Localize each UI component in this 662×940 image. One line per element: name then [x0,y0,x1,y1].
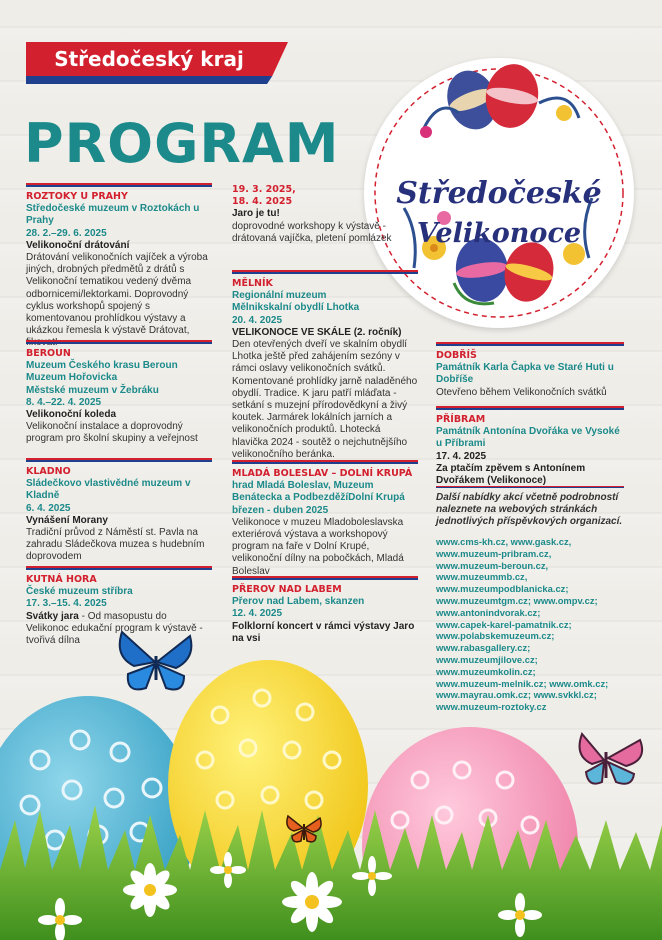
event-mlada-boleslav [232,460,418,578]
section-divider [232,460,418,464]
event-description: Tradiční průvod z Náměstí st. Pavla na zahradu Sládečkova muzea s hudebním doprovodem [26,527,205,563]
website-link[interactable]: www.antonindvorak.cz; [436,606,541,618]
event-name: Jaro je tu! [232,208,280,220]
event-venue: Sládečkovo vlastivědné muzeum v Kladně [26,478,191,502]
website-link[interactable]: www.polabskemuzeum.cz; [436,630,555,642]
event-name: Svátky jara [26,610,79,622]
event-venue: Mělnikskalní obydlí Lhotka [232,302,360,314]
easter-eggs-illustration [0,620,662,940]
banner-text: Středočeský kraj [54,47,244,71]
more-info [436,486,624,529]
event-name-row [232,327,418,339]
event-description: Drátování velikonočních vajíček a výroba jiných, drobných předmětů z drátů s Velikonoční tematikou vedený dvěma odbornicemi/lektorkami. Doprovodný cyklus workshopů spojený s komentovanou prohlídkou výstavy a ukázkou řemesla k výstavě Drátovat, fikovat! [26,252,208,349]
event-venue: Městské muzeum v Žebráku [26,384,159,396]
event-venue: Muzeum Českého krasu Beroun [26,360,178,372]
website-link[interactable]: www.mayrau.omk.cz; www.svkkl.cz; [436,689,597,701]
banner-blue-stripe [26,76,288,84]
event-date: 20. 4. 2025 [232,314,283,326]
section-divider [232,576,418,580]
orange-butterfly-icon [284,812,324,846]
event-venue: Muzeum Hořovicka [26,372,118,384]
event-region: PŘÍBRAM [436,414,486,425]
event-region: DOBŘÍŠ [436,350,477,361]
event-date: 12. 4. 2025 [232,608,283,620]
event-venue: Památník Karla Čapka ve Staré Huti u Dobříše [436,362,614,386]
event-pribram [436,406,624,487]
event-description: Den otevřených dveří ve skalním obydlí Lhotka ještě před zahájením sezóny v rámci oslavy velikonočních svátků. Komentované prohlídky jarně naladěného obydlí. Tradice. K jaru patří mláďata - setkání s muzejní přírodovědkyní a živý koutek. Jarmárek lokálních jarních a velikonočních produktů. Lhotecká hlavička 2024 - soutěž o nejchutnějšího velikonočního beránka. [232,339,418,460]
section-divider [436,406,624,410]
pink-butterfly-icon [574,726,650,792]
event-date: 18. 4. 2025 [232,196,293,208]
section-divider [26,183,212,187]
event-description: Velikonoce v muzeu Mladoboleslavska exteriérová výstava a workshopový program na faře v Dolní Krupé, velikonoční dílny na pobočkách, Mladá Boleslav [232,516,404,577]
event-melnik [232,270,418,461]
website-link[interactable]: www.muzeumtgm.cz; www.ompv.cz; [436,594,598,606]
event-venue: Regionální muzeum [232,290,327,302]
event-beroun [26,340,212,446]
event-date: 17. 4. 2025 [436,450,487,462]
website-link[interactable]: www.capek-karel-pamatnik.cz; [436,618,572,630]
event-roztoky-workshops [232,184,418,245]
event-region: BEROUN [26,348,71,359]
event-venue: Středočeské muzeum v Roztokách u Prahy [26,203,200,227]
event-region: MĚLNÍK [232,278,273,289]
event-date: 19. 3. 2025, [232,184,296,195]
event-name: VELIKONOCE VE SKÁLE [232,326,351,338]
event-region: PŘEROV NAD LABEM [232,584,342,595]
website-link[interactable]: www.muzeumpodblanicka.cz; [436,583,569,595]
logo-title-line2: Velikonoce [416,218,582,249]
section-divider [26,458,212,462]
website-link[interactable]: www.muzeumjilove.cz; [436,653,538,665]
section-divider [26,340,212,344]
event-date: 28. 2.–29. 6. 2025 [26,227,107,239]
website-link[interactable]: www.muzeummb.cz, [436,571,528,583]
blue-butterfly-icon [114,628,196,698]
website-link[interactable]: www.cms-kh.cz, www.gask.cz, [436,536,572,547]
event-description: doprovodné workshopy k výstavě - drátovaná vajíčka, pletení pomlázek [232,220,392,244]
section-divider [232,270,418,274]
event-name: Za ptačím zpěvem s Antonínem Dvořákem (Velikonoce) [436,462,586,487]
event-description: Velikonoční instalace a doprovodný program pro školní skupiny a veřejnost [26,421,198,445]
section-divider [436,486,624,488]
event-region: KLADNO [26,466,71,477]
event-region: KUTNÁ HORA [26,574,97,585]
event-dobris [436,342,624,399]
more-info-text: Další nabídky akcí včetně podrobností naleznete na webových stránkách jednotlivých příspěvkových organizací. [436,492,623,528]
event-date: 8. 4.–22. 4. 2025 [26,396,102,408]
event-description-text: - Od masopustu do Velikonoc edukační program k výstavě - tvořivá dílna [26,610,203,647]
website-link[interactable]: www.muzeum-melnik.cz; www.omk.cz; [436,677,609,689]
website-link[interactable]: www.muzeum-beroun.cz, [436,559,549,571]
event-venue: České muzeum stříbra [26,586,133,598]
event-description: Otevřeno během Velikonočních svátků [436,386,607,398]
event-date: březen - duben 2025 [232,504,329,516]
logo-title-line1: Středočeské [396,176,602,211]
event-kladno [26,458,212,564]
event-date: 6. 4. 2025 [26,502,71,514]
event-region: MLADÁ BOLESLAV – DOLNÍ KRUPÁ [232,468,413,479]
event-name: Folklorní koncert v rámci výstavy Jaro na vsi [232,620,415,644]
event-name: Velikonoční drátování [26,239,130,251]
website-link[interactable]: www.muzeum-pribram.cz, [436,547,552,559]
event-roztoky [26,183,212,350]
region-banner [26,42,288,84]
section-divider [26,566,212,570]
event-venue: Přerov nad Labem, skanzen [232,596,365,608]
event-name: Vynášení Morany [26,514,108,526]
event-name: Velikonoční koleda [26,409,117,421]
page-title: PROGRAM [24,112,340,175]
website-link[interactable]: www.muzeumkolin.cz; [436,665,536,677]
event-date: 17. 3.–15. 4. 2025 [26,598,107,610]
event-venue: hrad Mladá Boleslav, Muzeum Benátecka a PodbezděžíDolní Krupá [232,480,405,504]
easter-eggs-icon [0,620,662,940]
website-link[interactable]: www.muzeum-roztoky.cz [436,701,547,713]
website-link[interactable]: www.rabasgallery.cz; [436,642,531,654]
event-edition: (2. ročník) [353,326,402,338]
section-divider [436,342,624,346]
event-venue: Památník Antonína Dvořáka ve Vysoké u Příbrami [436,426,620,450]
event-region: ROZTOKY U PRAHY [26,191,128,202]
